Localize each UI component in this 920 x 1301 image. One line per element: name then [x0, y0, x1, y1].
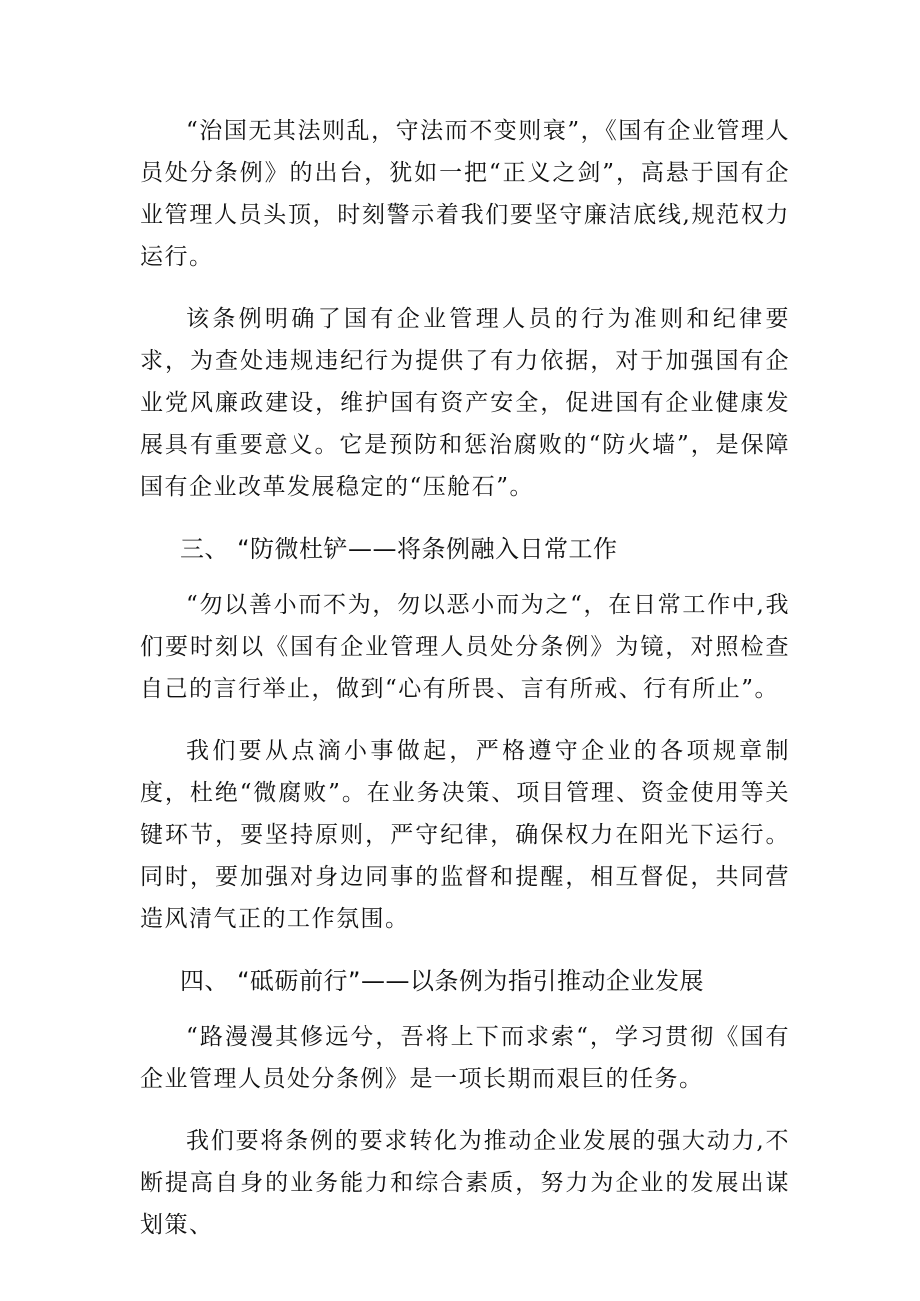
paragraph-development-details: 我们要将条例的要求转化为推动企业发展的强大动力,不断提高自身的业务能力和综合素质，努力为企业的发展出谋划策、: [140, 1128, 790, 1238]
paragraph-regulation-significance: 该条例明确了国有企业管理人员的行为准则和纪律要求，为查处违规违纪行为提供了有力依据，对于加强国有企业党风廉政建设，维护国有资产安全，促进国有企业健康发展具有重要意义。它是预防和惩治腐败的“防火墙”，是保障国有企业改革发展稳定的“压舱石”。: [140, 306, 790, 500]
paragraph-daily-work-quote: “勿以善小而不为，勿以恶小而为之“，在日常工作中,我们要时刻以《国有企业管理人员处分条例》为镜，对照检查自己的言行举止，做到“心有所畏、言有所戒、行有所止”。: [140, 592, 790, 702]
paragraph-daily-work-details: 我们要从点滴小事做起，严格遵守企业的各项规章制度，杜绝“微腐败”。在业务决策、项目管理、资金使用等关键环节，要坚持原则，严守纪律，确保权力在阳光下运行。同时，要加强对身边同事的监督和提醒，相互督促，共同营造风清气正的工作氛围。: [140, 738, 790, 932]
section-heading-3: 三、 “防微杜铲——将条例融入日常工作: [180, 535, 618, 563]
paragraph-development-quote: “路漫漫其修远兮，吾将上下而求索“，学习贯彻《国有企业管理人员处分条例》是一项长期而艰巨的任务。: [140, 1024, 790, 1092]
paragraph-intro-quote: “治国无其法则乱，守法而不变则衰”，《国有企业管理人员处分条例》的出台，犹如一把“正义之剑”，高悬于国有企业管理人员头顶，时刻警示着我们要坚守廉洁底线,规范权力运行。: [140, 118, 790, 270]
document-body: [140, 110, 790, 1266]
section-heading-4: 四、 “砥砺前行”——以条例为指引推动企业发展: [180, 967, 704, 995]
